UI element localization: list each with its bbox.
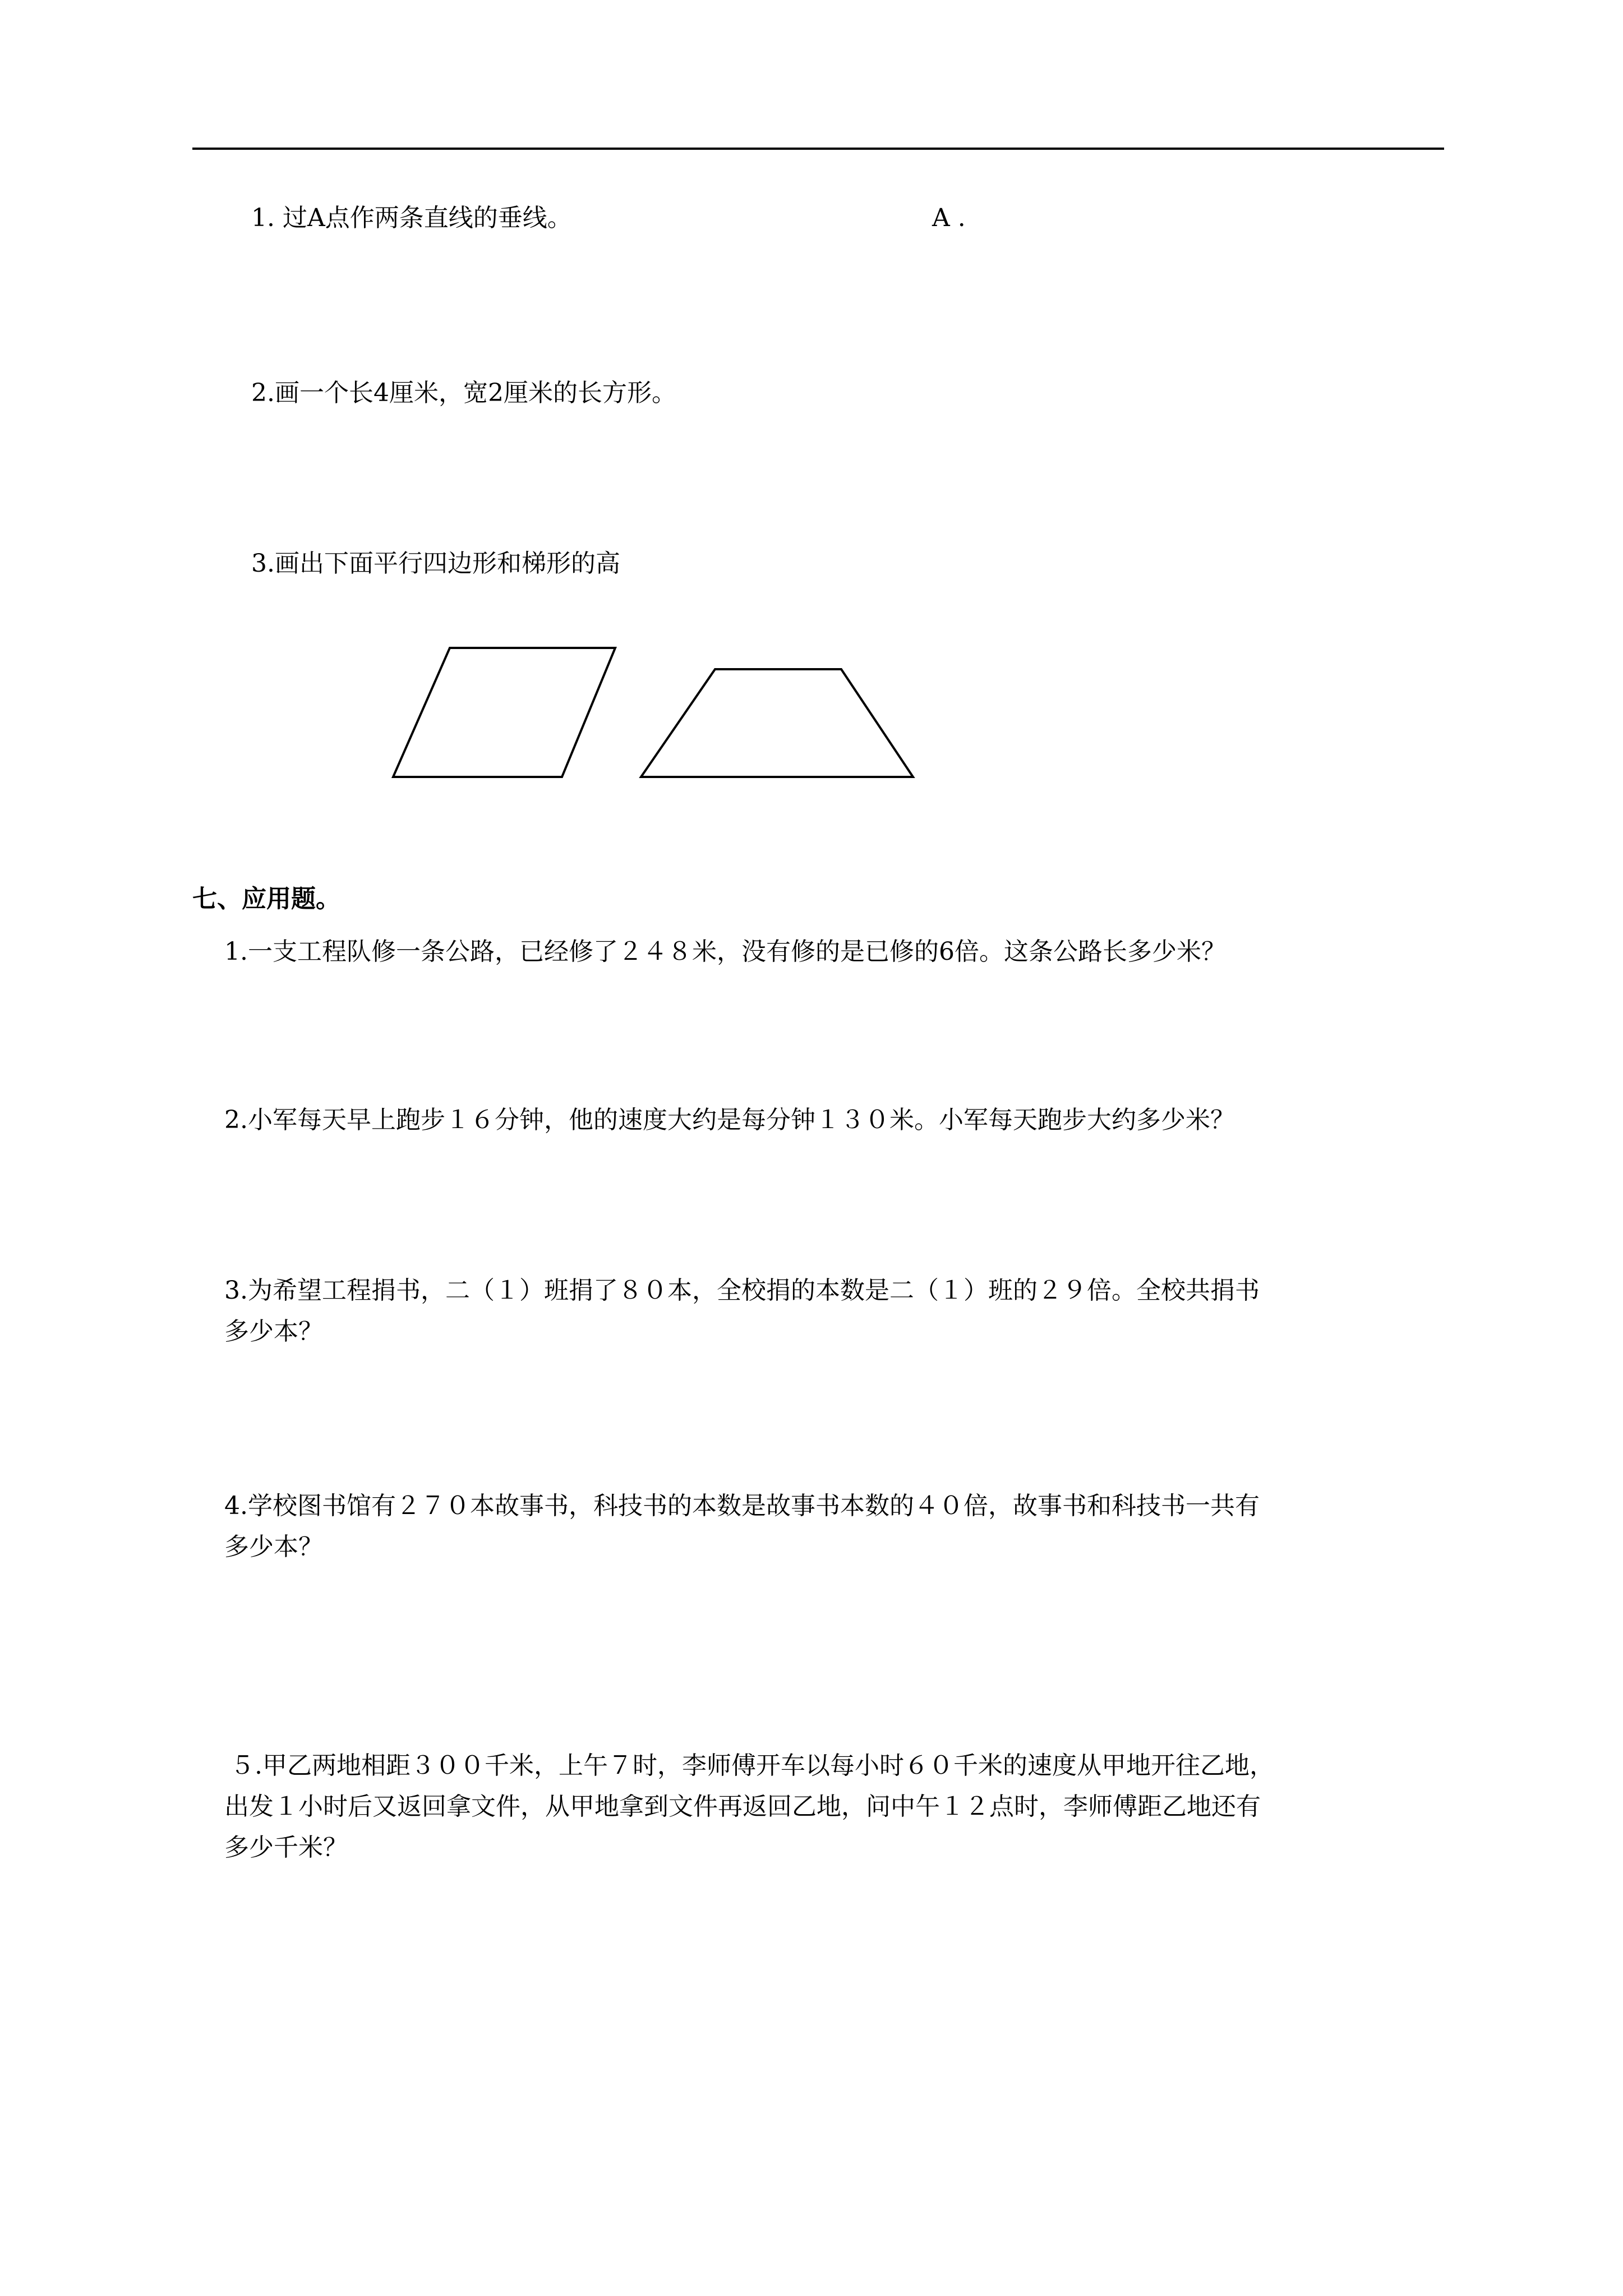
application-question-4-line-2: 多少本？ bbox=[224, 1533, 323, 1561]
application-question-2: 2.小军每天早上跑步１６分钟，他的速度大约是每分钟１３０米。小军每天跑步大约多少米？ bbox=[224, 1106, 1235, 1134]
drawing-question-1: 1. 过A点作两条直线的垂线。 bbox=[251, 204, 572, 232]
application-question-4-line-1: 4.学校图书馆有２７０本故事书，科技书的本数是故事书本数的４０倍，故事书和科技书一共有 bbox=[224, 1492, 1260, 1520]
trapezoid-shape bbox=[641, 669, 913, 777]
application-question-5-line-3: 多少千米？ bbox=[224, 1833, 348, 1862]
parallelogram-shape bbox=[393, 648, 615, 777]
section-title-application: 七、应用题。 bbox=[192, 885, 340, 913]
application-question-5-line-2: 出发１小时后又返回拿文件，从甲地拿到文件再返回乙地，问中午１２点时，李师傅距乙地还有 bbox=[224, 1792, 1261, 1821]
application-question-3-line-1: 3.为希望工程捐书，二（１）班捐了８０本，全校捐的本数是二（１）班的２９倍。全校共捐书 bbox=[224, 1276, 1260, 1305]
application-question-1: 1.一支工程队修一条公路，已经修了２４８米，没有修的是已修的6倍。这条公路长多少米？ bbox=[224, 937, 1226, 966]
drawing-question-3: 3.画出下面平行四边形和梯形的高 bbox=[251, 549, 620, 578]
application-question-5-line-1: ５.甲乙两地相距３００千米，上午７时，李师傅开车以每小时６０千米的速度从甲地开往乙地， bbox=[230, 1751, 1274, 1780]
drawing-question-2: 2.画一个长4厘米，宽2厘米的长方形。 bbox=[251, 379, 676, 407]
application-question-3-line-2: 多少本？ bbox=[224, 1317, 323, 1346]
point-a-label: A . bbox=[932, 204, 966, 232]
